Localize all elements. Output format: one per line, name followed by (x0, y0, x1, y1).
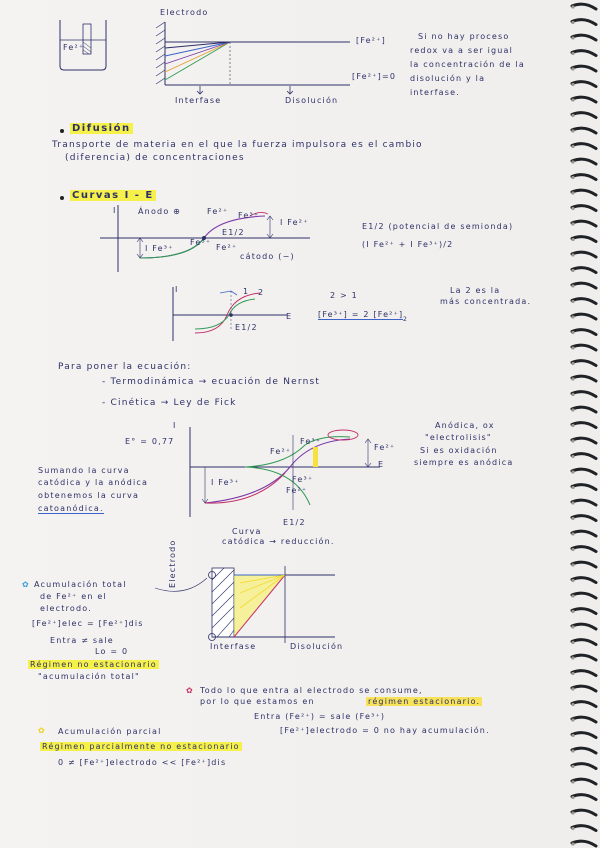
fig5-disolucion-label: Disolución (290, 642, 344, 651)
spiral-loop (572, 733, 596, 738)
curvas-title: Curvas I - E (72, 190, 154, 201)
difusion-title: Difusión (72, 123, 131, 134)
fig5-regimen-sub: "acumulación total" (38, 672, 140, 681)
spiral-loop (572, 640, 596, 645)
spiral-loop (572, 531, 596, 536)
spiral-hole (571, 67, 574, 70)
fig3-note-2: más concentrada. (440, 297, 532, 306)
fig5-electrode-label: Electrodo (168, 539, 177, 588)
parcial-title: Acumulación parcial (58, 727, 162, 736)
spiral-hole (571, 672, 574, 675)
fig4-curva-1: Curva (232, 527, 262, 536)
spiral-loop (572, 4, 596, 9)
spiral-hole (571, 765, 574, 768)
fig3-note-1: La 2 es la (450, 286, 501, 295)
fig4-e12: E1/2 (283, 518, 306, 527)
spiral-hole (571, 610, 574, 613)
fig3-axis-i: I (175, 285, 179, 294)
spiral-hole (571, 563, 574, 566)
spiral-loop (572, 35, 596, 40)
fig3-label-1: 1 (243, 287, 250, 296)
spiral-loop (572, 454, 596, 459)
spiral-binding (570, 0, 600, 848)
fig4-fe2-r: Fe²⁺ (374, 443, 396, 452)
spiral-loop (572, 252, 596, 257)
spiral-loop (572, 237, 596, 242)
spiral-loop (572, 128, 596, 133)
curvas-cathode: cátodo (−) (240, 252, 295, 261)
fig3-eq: [Fe³⁺] = 2 [Fe²⁺] (318, 310, 404, 319)
spiral-loop (572, 485, 596, 490)
spiral-loop (572, 764, 596, 769)
spiral-loop (572, 593, 596, 598)
fig4-curva-2: catódica → reducción. (222, 537, 335, 546)
spiral-loop (572, 299, 596, 304)
spiral-loop (572, 330, 596, 335)
spiral-hole (571, 455, 574, 458)
fig3-ratio: 2 > 1 (330, 291, 358, 300)
spiral-loop (572, 671, 596, 676)
spiral-hole (571, 284, 574, 287)
fig5-eq1: [Fe²⁺]elec = [Fe²⁺]dis (32, 619, 144, 628)
spiral-hole (571, 408, 574, 411)
fig5-eq2: Entra ≠ sale (50, 636, 114, 645)
spiral-hole (571, 191, 574, 194)
notebook-page: Fe²⁺ Electrodo [Fe²⁺] [Fe²⁺]=0 Interfase Disolución Si no hay proceso redox va a ser igual la concentración de la disolución y la interfase. Difusión Transporte de materia en el que la fuerza impulsora es el cambio (diferencia) de concentraciones Curvas I - E I Ánodo ⊕ Fe²⁺ Fe³⁺ E1/2 I Fe²⁺ I Fe³⁺ Fe³⁺ Fe²⁺ cátodo (−) E1/2 (potencial de semionda) (I Fe²⁺ + I Fe³⁺)/2 I E 1 2 E1/2 2 > 1 [Fe³⁺] = 2 [Fe²⁺] 2 La 2 es la más concentrada. Para poner la ecuación: - Termodinámica → ecuación de Nernst - Cinética → Ley de Fick I E E° = 0,77 Fe²⁺ Fe³⁺ Fe³⁺ Fe²⁺ Fe²⁺ I Fe³⁺ E1/2 Sumando la curva catódica y la anódica obtenemos la curva catoanódica. Anódica, ox "electrolisis" Si es oxidación siempre es anódica Curva catódica → reducción. Electrodo Interfase Disolución ✿ Acumulación total de Fe²⁺ en el electrodo. [Fe²⁺]elec = [Fe²⁺]dis Entra ≠ sale Lo = 0 Régimen no estacionario "acumulación total" ✿ Todo lo que entra al electrodo se consume, por lo que estamos en régimen estacionario. Entra (Fe²⁺) = sale (Fe³⁺) [Fe²⁺]electrodo = 0 no hay acumulación. ✿ Acumulación parcial Régimen parcialmente no estacionario 0 ≠ [Fe²⁺]electrodo << [Fe²⁺]dis (0, 0, 600, 848)
spiral-loop (572, 376, 596, 381)
spiral-hole (571, 517, 574, 520)
spiral-hole (571, 36, 574, 39)
spiral-hole (571, 331, 574, 334)
spiral-loop (572, 66, 596, 71)
spiral-hole (571, 160, 574, 163)
curvas-e12-desc: E1/2 (potencial de semionda) (362, 222, 514, 231)
spiral-loop (572, 314, 596, 319)
spiral-hole (571, 548, 574, 551)
spiral-hole (571, 424, 574, 427)
spiral-loop (572, 345, 596, 350)
spiral-loop (572, 206, 596, 211)
bullet (60, 129, 64, 133)
parcial-highlight: Régimen parcialmente no estacionario (42, 742, 240, 751)
spiral-hole (571, 253, 574, 256)
spiral-loop (572, 144, 596, 149)
fig4-e0: E° = 0,77 (125, 437, 175, 446)
spiral-hole (571, 98, 574, 101)
spiral-hole (571, 718, 574, 721)
spiral-hole (571, 393, 574, 396)
spiral-loop (572, 82, 596, 87)
spiral-loop (572, 826, 596, 831)
fig5-interfase-label: Interfase (210, 642, 257, 651)
spiral-loop (572, 175, 596, 180)
spiral-loop (572, 392, 596, 397)
spiral-hole (571, 222, 574, 225)
spiral-loop (572, 113, 596, 118)
spiral-loop (572, 500, 596, 505)
fig4-fe3: Fe³⁺ (300, 437, 322, 446)
spiral-loop (572, 547, 596, 552)
spiral-loop (572, 810, 596, 815)
spiral-loop (572, 469, 596, 474)
difusion-text-1: Transporte de materia en el que la fuerza impulsora es el cambio (52, 140, 423, 150)
spiral-hole (571, 362, 574, 365)
spiral-hole (571, 811, 574, 814)
spiral-hole (571, 749, 574, 752)
spiral-hole (571, 796, 574, 799)
bottom-line-4: [Fe²⁺]electrodo = 0 no hay acumulación. (280, 726, 490, 735)
spiral-loop (572, 609, 596, 614)
spiral-hole (571, 114, 574, 117)
spiral-hole (571, 21, 574, 24)
fig4-i-fe3: I Fe³⁺ (211, 478, 240, 487)
concentration-profile-diagram (150, 20, 360, 95)
bottom-line-3: Entra (Fe²⁺) = sale (Fe³⁺) (254, 712, 386, 721)
beaker-label: Fe²⁺ (63, 43, 85, 52)
curvas-fe3-bot: Fe³⁺ (190, 238, 212, 247)
curvas-e12: E1/2 (222, 228, 245, 237)
spiral-hole (571, 703, 574, 706)
bottom-line-2: por lo que estamos en (200, 697, 315, 706)
spiral-loop (572, 190, 596, 195)
bullet (60, 196, 64, 200)
spiral-hole (571, 176, 574, 179)
spiral-loop (572, 779, 596, 784)
spiral-loop (572, 423, 596, 428)
spiral-loop (572, 361, 596, 366)
fig1-zero-label: [Fe²⁺]=0 (352, 72, 397, 81)
curvas-i-fe2: I Fe²⁺ (280, 218, 309, 227)
curvas-e12-formula: (I Fe²⁺ + I Fe³⁺)/2 (362, 240, 454, 249)
fig4-fe2: Fe²⁺ (270, 447, 292, 456)
fig1-interfase-label: Interfase (175, 96, 222, 105)
spiral-loop (572, 655, 596, 660)
curvas-fe3-top: Fe³⁺ (238, 211, 260, 220)
spiral-loop (572, 841, 596, 846)
spiral-hole (571, 594, 574, 597)
spiral-hole (571, 656, 574, 659)
spiral-loop (572, 97, 596, 102)
bottom-line-2-highlight: régimen estacionario. (368, 697, 481, 706)
spiral-hole (571, 300, 574, 303)
spiral-hole (571, 83, 574, 86)
fig4-axis-i: I (173, 421, 177, 430)
curvas-axis-i: I (113, 206, 117, 215)
spiral-hole (571, 687, 574, 690)
spiral-loop (572, 578, 596, 583)
spiral-loop (572, 221, 596, 226)
fig1-electrode-label: Electrodo (160, 8, 209, 17)
pink-flower-icon: ✿ (186, 686, 194, 695)
spiral-loop (572, 795, 596, 800)
spiral-hole (571, 780, 574, 783)
ecuacion-intro: Para poner la ecuación: (58, 362, 192, 372)
spiral-loop (572, 159, 596, 164)
ie-curve-two-concentrations (165, 285, 293, 345)
spiral-hole (571, 827, 574, 830)
spiral-loop (572, 717, 596, 722)
spiral-loop (572, 624, 596, 629)
fig1-disolucion-label: Disolución (285, 96, 339, 105)
spiral-hole (571, 625, 574, 628)
star-flower-icon: ✿ (38, 726, 46, 735)
fig1-conc-label: [Fe²⁺] (356, 36, 386, 45)
curvas-i-fe3: I Fe³⁺ (145, 244, 174, 253)
spiral-hole (571, 501, 574, 504)
spiral-loop (572, 562, 596, 567)
accumulation-diagram (195, 548, 340, 648)
fig5-regimen: Régimen no estacionario (30, 660, 157, 669)
ecuacion-line-2: - Cinética → Ley de Fick (102, 398, 237, 408)
fig4-axis-e: E (378, 460, 385, 469)
curvas-fe2-bot: Fe²⁺ (216, 243, 238, 252)
spiral-loop (572, 702, 596, 707)
spiral-hole (571, 641, 574, 644)
fig3-axis-e: E (286, 312, 293, 321)
spiral-loop (572, 20, 596, 25)
spiral-hole (571, 207, 574, 210)
fig3-eq-sub: 2 (403, 316, 409, 323)
spiral-loop (572, 283, 596, 288)
spiral-hole (571, 842, 574, 845)
gear-flower-icon: ✿ (22, 580, 30, 589)
spiral-hole (571, 145, 574, 148)
fig5-eq3: Lo = 0 (95, 647, 129, 656)
fig4-fe3-b: Fe³⁺ (292, 475, 314, 484)
fig4-fe2-b: Fe²⁺ (286, 486, 308, 495)
difusion-text-2: (diferencia) de concentraciones (65, 153, 245, 163)
spiral-hole (571, 346, 574, 349)
fig3-label-2: 2 (258, 288, 265, 297)
catoanodic-curve-diagram (185, 425, 395, 525)
spiral-hole (571, 470, 574, 473)
spiral-hole (571, 734, 574, 737)
spiral-hole (571, 486, 574, 489)
spiral-loop (572, 748, 596, 753)
spiral-hole (571, 129, 574, 132)
spiral-loop (572, 51, 596, 56)
bottom-line-1: Todo lo que entra al electrodo se consume, (200, 686, 423, 695)
spiral-loop (572, 407, 596, 412)
spiral-hole (571, 238, 574, 241)
parcial-eq: 0 ≠ [Fe²⁺]electrodo << [Fe²⁺]dis (58, 758, 227, 767)
spiral-loop (572, 686, 596, 691)
spiral-hole (571, 579, 574, 582)
spiral-hole (571, 269, 574, 272)
spiral-hole (571, 439, 574, 442)
spiral-hole (571, 315, 574, 318)
spiral-hole (571, 377, 574, 380)
spiral-hole (571, 5, 574, 8)
spiral-hole (571, 52, 574, 55)
spiral-loop (572, 516, 596, 521)
ecuacion-line-1: - Termodinámica → ecuación de Nernst (102, 377, 321, 387)
spiral-hole (571, 532, 574, 535)
curvas-fe2-top: Fe²⁺ (207, 207, 229, 216)
spiral-loop (572, 438, 596, 443)
fig3-e12: E1/2 (235, 323, 258, 332)
curvas-anodo: Ánodo ⊕ (138, 207, 182, 216)
spiral-loop (572, 268, 596, 273)
